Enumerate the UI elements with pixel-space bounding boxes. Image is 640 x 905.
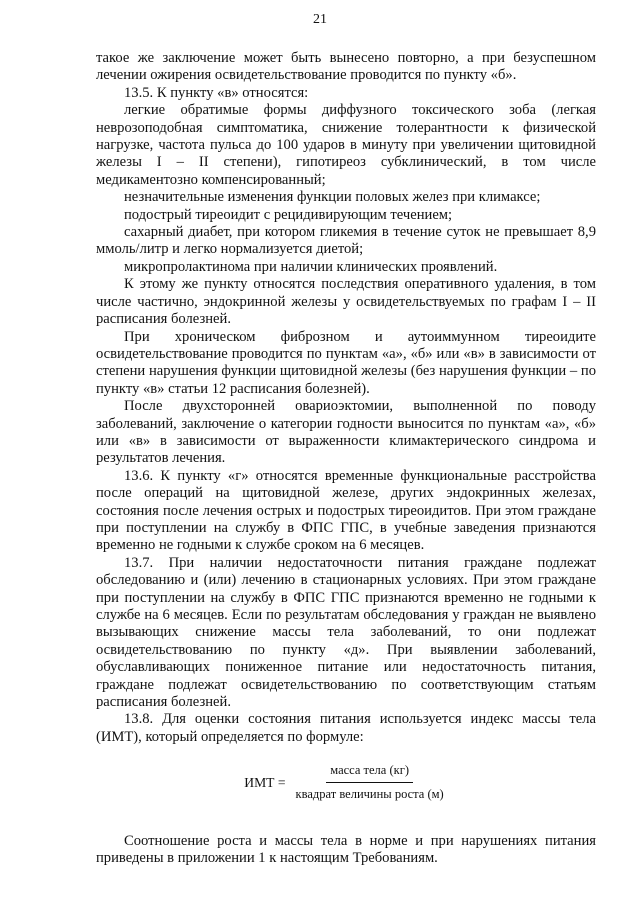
paragraph: сахарный диабет, при котором гликемия в течение суток не превышает 8,9 ммоль/литр и легко нормализуется диетой; — [96, 224, 596, 258]
paragraph-13-6: 13.6. К пункту «г» относятся временные функциональные расстройства после операций на щитовидной железе, других эндокринных железах, состояния после лечения острых и подострых тиреоидитов. При этом граждане при поступлении на службу в ФПС ГПС, в учебные заведения признаются временно не годными к службе сроком на 6 месяцев. — [96, 467, 596, 554]
paragraph-13-5-heading: 13.5. К пункту «в» относятся: — [124, 84, 309, 101]
formula-numerator: масса тела (кг) — [326, 762, 413, 782]
page-number: 21 — [313, 12, 327, 27]
paragraph: легкие обратимые формы диффузного токсического зоба (легкая неврозоподобная симптоматика, снижение толерантности к физической нагрузке, частота пульса до 100 ударов в минуту при увеличении щитовидной железы I – II степени), гипотиреоз субклинический, в том числе медикаментозно компенсированный; — [96, 102, 596, 188]
bmi-formula — [96, 762, 596, 803]
paragraph: После двухсторонней овариоэктомии, выполненной по поводу заболеваний, заключение о категории годности выносится по пунктам «а», «б» или «в» в зависимости от выраженности климактерического синдрома и результатов лечения. — [96, 398, 596, 467]
document-body — [96, 50, 596, 868]
closing-paragraph: Соотношение роста и массы тела в норме и при нарушениях питания приведены в приложении 1 к настоящим Требованиям. — [96, 833, 596, 867]
paragraph: подострый тиреоидит с рецидивирующим течением; — [124, 206, 453, 223]
formula-denominator: квадрат величины роста (м) — [295, 786, 444, 801]
paragraph-13-8: 13.8. Для оценки состояния питания используется индекс массы тела (ИМТ), который определяется по формуле: — [96, 711, 596, 745]
formula-fraction — [292, 762, 448, 803]
formula-lhs: ИМТ = — [244, 774, 286, 790]
paragraph: К этому же пункту относятся последствия оперативного удаления, в том числе частично, эндокринной железы у освидетельствуемых по графам I – II расписания болезней. — [96, 276, 596, 328]
paragraph: незначительные изменения функции половых желез при климаксе; — [124, 189, 541, 206]
paragraph: микропролактинома при наличии клинических проявлений. — [124, 258, 498, 275]
paragraph: При хроническом фиброзном и аутоиммунном тиреоидите освидетельствование проводится по пунктам «а», «б» или «в» в зависимости от степени нарушения функции щитовидной железы (без нарушения функции – по пункту «в» статьи 12 расписания болезней). — [96, 328, 596, 397]
paragraph-13-7: 13.7. При наличии недостаточности питания граждане подлежат обследованию и (или) лечению в стационарных условиях. При этом граждане при поступлении на службу в ФПС ГПС признаются временно не годными к службе на 6 месяцев. Если по результатам обследования у граждан не выявлено вызывающих снижение массы тела заболеваний, то они подлежат освидетельствованию по пункту «д». При выявлении заболеваний, обуславливающих пониженное питание или недостаточность питания, граждане подлежат освидетельствованию по соответствующим статьям расписания болезней. — [96, 554, 596, 711]
paragraph: такое же заключение может быть вынесено повторно, а при безуспешном лечении ожирения освидетельствование проводится по пункту «б». — [96, 50, 596, 84]
